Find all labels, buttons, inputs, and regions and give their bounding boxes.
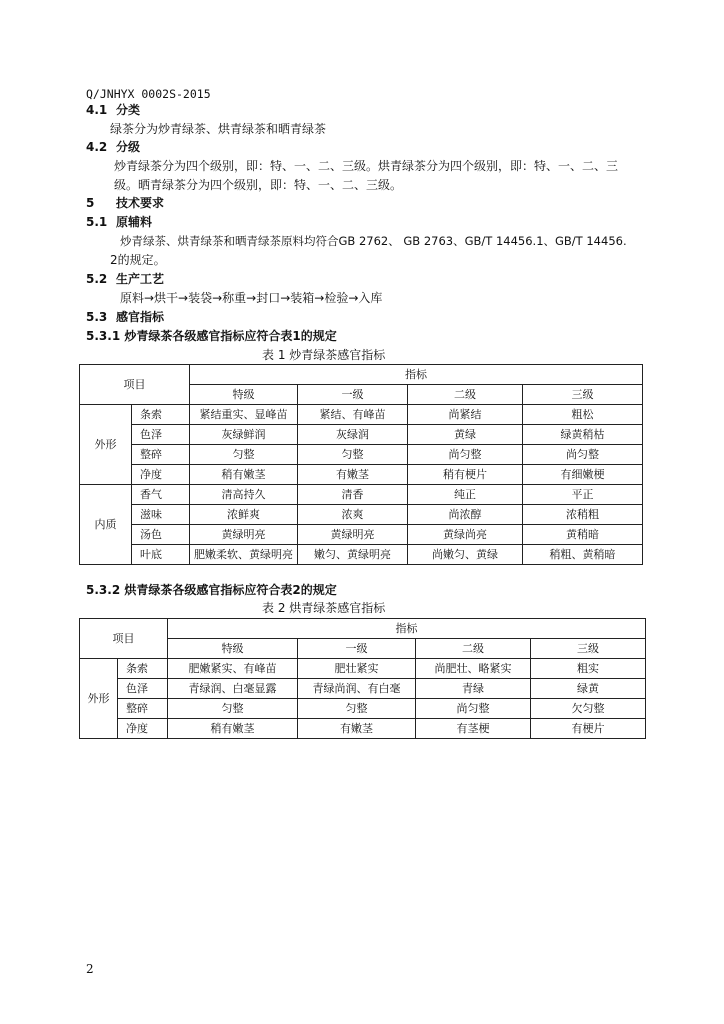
- section-5-3-heading: 5.3 感官指标: [86, 310, 165, 324]
- grade-header: 特级: [168, 639, 298, 659]
- table-cell: 肥嫩紧实、有峰苗: [168, 659, 298, 679]
- row-label: 叶底: [132, 545, 190, 565]
- table-cell: 有细嫩梗: [523, 465, 643, 485]
- table-cell: 清香: [298, 485, 408, 505]
- table-cell: 黄绿明亮: [190, 525, 298, 545]
- table-cell: 有嫩茎: [298, 719, 416, 739]
- table-cell: 青绿润、白毫显露: [168, 679, 298, 699]
- table-cell: 尚肥壮、略紧实: [416, 659, 531, 679]
- standard-code: Q/JNHYX 0002S-2015: [86, 87, 211, 101]
- table-row: [80, 699, 646, 719]
- table-cell: 清高持久: [190, 485, 298, 505]
- table-cell: 灰绿鲜润: [190, 425, 298, 445]
- section-4-2-line-2: 级。晒青绿茶分为四个级别，即：特、一、二、三级。: [114, 178, 403, 192]
- table-cell: 有嫩茎: [298, 465, 408, 485]
- row-label: 整碎: [118, 699, 168, 719]
- table-cell: 浓鲜爽: [190, 505, 298, 525]
- row-label: 香气: [132, 485, 190, 505]
- table-cell: 尚嫩匀、黄绿: [408, 545, 523, 565]
- row-label: 整碎: [132, 445, 190, 465]
- section-5-1-line-2: 2的规定。: [110, 253, 166, 267]
- table-cell: 尚浓醇: [408, 505, 523, 525]
- section-4-1-text: 绿茶分为炒青绿茶、烘青绿茶和晒青绿茶: [110, 122, 327, 136]
- table-cell: 平正: [523, 485, 643, 505]
- table-row: [80, 445, 643, 465]
- table-2-caption: 表 2 烘青绿茶感官指标: [262, 601, 386, 615]
- table-row: [80, 405, 643, 425]
- table-cell: 尚紧结: [408, 405, 523, 425]
- row-label: 净度: [132, 465, 190, 485]
- table-2-index-header: 指标: [168, 619, 646, 639]
- table-cell: 浓稍粗: [523, 505, 643, 525]
- section-4-1-heading: 4.1 分类: [86, 103, 141, 117]
- section-5-2-text: 原料→烘干→装袋→称重→封口→装箱→检验→入库: [120, 291, 383, 305]
- table-1: [79, 364, 643, 565]
- section-5-3-1-heading: 5.3.1 炒青绿茶各级感官指标应符合表1的规定: [86, 329, 337, 343]
- grade-header: 一级: [298, 385, 408, 405]
- grade-header: 三级: [523, 385, 643, 405]
- table-cell: 匀整: [298, 445, 408, 465]
- table-cell: 黄绿明亮: [298, 525, 408, 545]
- table-row: [80, 659, 646, 679]
- table-cell: 尚匀整: [523, 445, 643, 465]
- table-cell: 稍有嫩茎: [190, 465, 298, 485]
- section-5-3-2-heading: 5.3.2 烘青绿茶各级感官指标应符合表2的规定: [86, 583, 337, 597]
- section-4-2-line-1: 炒青绿茶分为四个级别，即：特、一、二、三级。烘青绿茶分为四个级别，即：特、一、二、三: [114, 159, 619, 173]
- table-cell: 匀整: [168, 699, 298, 719]
- table-cell: 黄绿: [408, 425, 523, 445]
- table-cell: 绿黄稍枯: [523, 425, 643, 445]
- table-cell: 青绿: [416, 679, 531, 699]
- table-row: [80, 719, 646, 739]
- table-row: [80, 679, 646, 699]
- row-label: 色泽: [132, 425, 190, 445]
- group-label: 外形: [80, 659, 118, 739]
- table-2: [79, 618, 646, 739]
- grade-header: 二级: [408, 385, 523, 405]
- table-cell: 粗松: [523, 405, 643, 425]
- grade-header: 三级: [531, 639, 646, 659]
- row-label: 净度: [118, 719, 168, 739]
- table-cell: 肥嫩柔软、黄绿明亮: [190, 545, 298, 565]
- table-cell: 匀整: [190, 445, 298, 465]
- table-cell: 粗实: [531, 659, 646, 679]
- table-cell: 稍有梗片: [408, 465, 523, 485]
- table-cell: 匀整: [298, 699, 416, 719]
- table-row: [80, 545, 643, 565]
- row-label: 条索: [132, 405, 190, 425]
- table-row: [80, 485, 643, 505]
- row-label: 汤色: [132, 525, 190, 545]
- table-cell: 欠匀整: [531, 699, 646, 719]
- table-cell: 有梗片: [531, 719, 646, 739]
- table-row: [80, 505, 643, 525]
- group-label: 外形: [80, 405, 132, 485]
- section-5-2-heading: 5.2 生产工艺: [86, 272, 165, 286]
- section-5-1-line-1: 炒青绿茶、烘青绿茶和晒青绿茶原料均符合GB 2762、 GB 2763、GB/T 14456.1、GB/T 14456.: [120, 234, 627, 248]
- table-1-index-header: 指标: [190, 365, 643, 385]
- group-label: 内质: [80, 485, 132, 565]
- grade-header: 二级: [416, 639, 531, 659]
- table-row: [80, 425, 643, 445]
- table-cell: 纯正: [408, 485, 523, 505]
- table-row: [80, 465, 643, 485]
- section-5-1-heading: 5.1 原辅料: [86, 215, 153, 229]
- page-number: 2: [86, 962, 94, 976]
- table-row: [80, 525, 643, 545]
- table-cell: 青绿尚润、有白毫: [298, 679, 416, 699]
- row-label: 滋味: [132, 505, 190, 525]
- table-cell: 尚匀整: [416, 699, 531, 719]
- table-1-item-header: 项目: [80, 365, 190, 405]
- table-cell: 灰绿润: [298, 425, 408, 445]
- table-cell: 紧结重实、显峰苗: [190, 405, 298, 425]
- table-cell: 黄稍暗: [523, 525, 643, 545]
- row-label: 条索: [118, 659, 168, 679]
- row-label: 色泽: [118, 679, 168, 699]
- table-cell: 绿黄: [531, 679, 646, 699]
- table-cell: 肥壮紧实: [298, 659, 416, 679]
- grade-header: 特级: [190, 385, 298, 405]
- section-4-2-heading: 4.2 分级: [86, 140, 141, 154]
- table-cell: 紧结、有峰苗: [298, 405, 408, 425]
- table-cell: 嫩匀、黄绿明亮: [298, 545, 408, 565]
- table-cell: 黄绿尚亮: [408, 525, 523, 545]
- table-cell: 浓爽: [298, 505, 408, 525]
- section-5-heading: 5 技术要求: [86, 196, 165, 210]
- grade-header: 一级: [298, 639, 416, 659]
- table-cell: 稍有嫩茎: [168, 719, 298, 739]
- table-2-item-header: 项目: [80, 619, 168, 659]
- table-cell: 稍粗、黄稍暗: [523, 545, 643, 565]
- table-cell: 尚匀整: [408, 445, 523, 465]
- table-cell: 有茎梗: [416, 719, 531, 739]
- table-1-caption: 表 1 炒青绿茶感官指标: [262, 348, 386, 362]
